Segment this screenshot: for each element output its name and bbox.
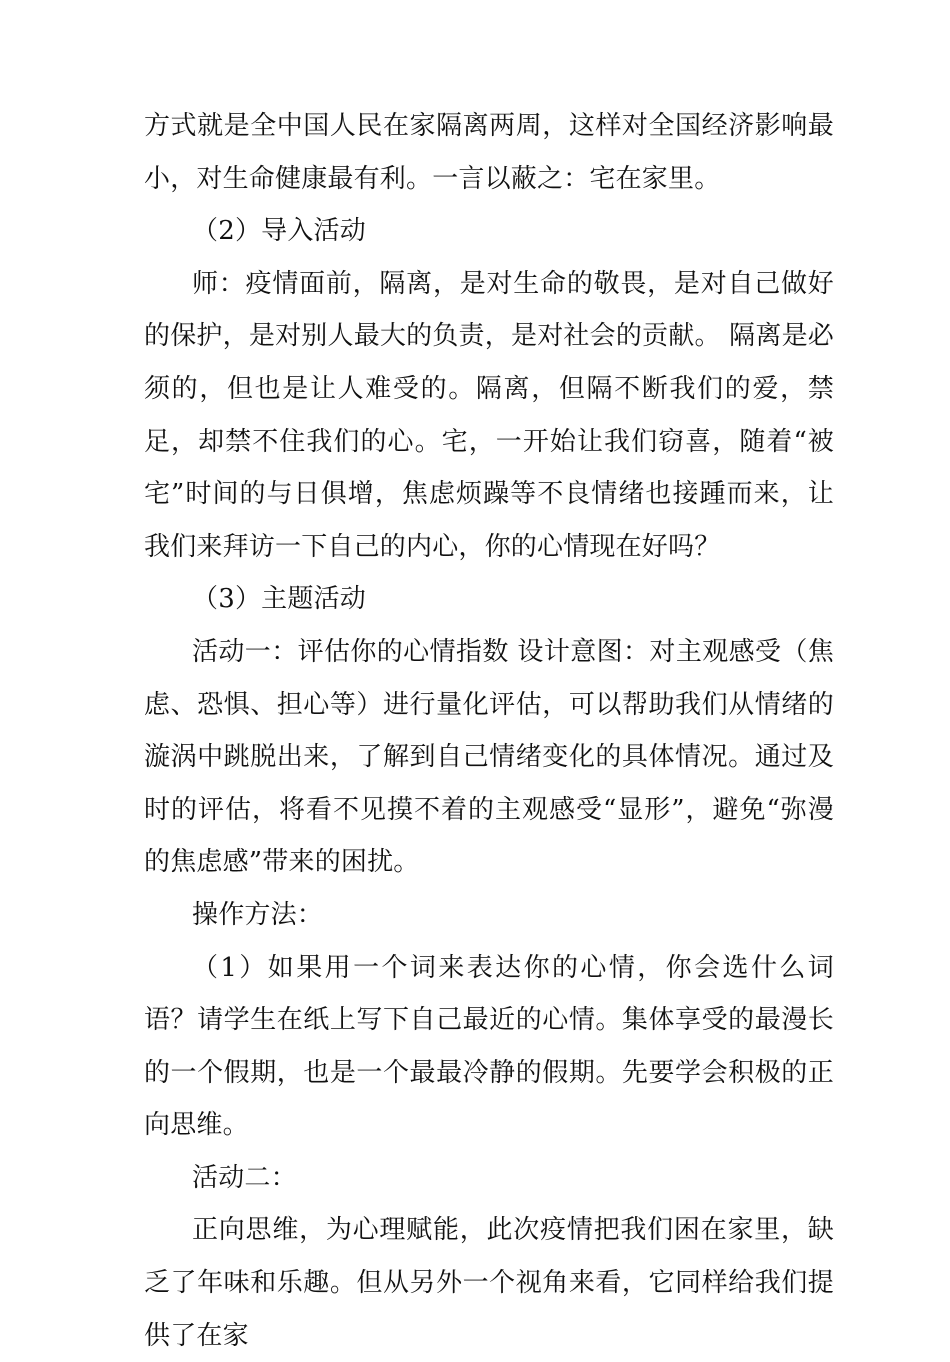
paragraph-continuation: 方式就是全中国人民在家隔离两周，这样对全国经济影响最小，对生命健康最有利。一言以蔽之：宅在家里。	[144, 111, 834, 194]
section-heading-theme-activity: （3）主题活动	[192, 584, 366, 615]
paragraph-teacher-speech: 师：疫情面前，隔离，是对生命的敬畏，是对自己做好的保护，是对别人最大的负责，是对社会的贡献。 隔离是必须的，但也是让人难受的。隔离，但隔不断我们的爱，禁足，却禁不住我们的心。宅，一开始让我们窃喜，随着“被宅”时间的与日俱增，焦虑烦躁等不良情绪也接踵而来，让我们来拜访一下自己的内心，你的心情现在好吗？	[144, 268, 834, 562]
section-heading-intro-activity: （2）导入活动	[192, 216, 366, 247]
paragraph-method-step-one: （1）如果用一个词来表达你的心情，你会选什么词语？请学生在纸上写下自己最近的心情。集体享受的最漫长的一个假期，也是一个最最冷静的假期。先要学会积极的正向思维。	[144, 952, 834, 1141]
paragraph-activity-two-label: 活动二：	[192, 1162, 297, 1193]
paragraph-activity-one: 活动一：评估你的心情指数 设计意图：对主观感受（焦虑、恐惧、担心等）进行量化评估，可以帮助我们从情绪的漩涡中跳脱出来，了解到自己情绪变化的具体情况。通过及时的评估，将看不见摸不着的主观感受“显形”，避免“弥漫的焦虑感”带来的困扰。	[144, 636, 834, 878]
paragraph-positive-thinking: 正向思维，为心理赋能，此次疫情把我们困在家里，缺乏了年味和乐趣。但从另外一个视角来看，它同样给我们提供了在家	[144, 1215, 834, 1351]
paragraph-method-label: 操作方法：	[192, 899, 324, 930]
document-body	[144, 100, 834, 1362]
